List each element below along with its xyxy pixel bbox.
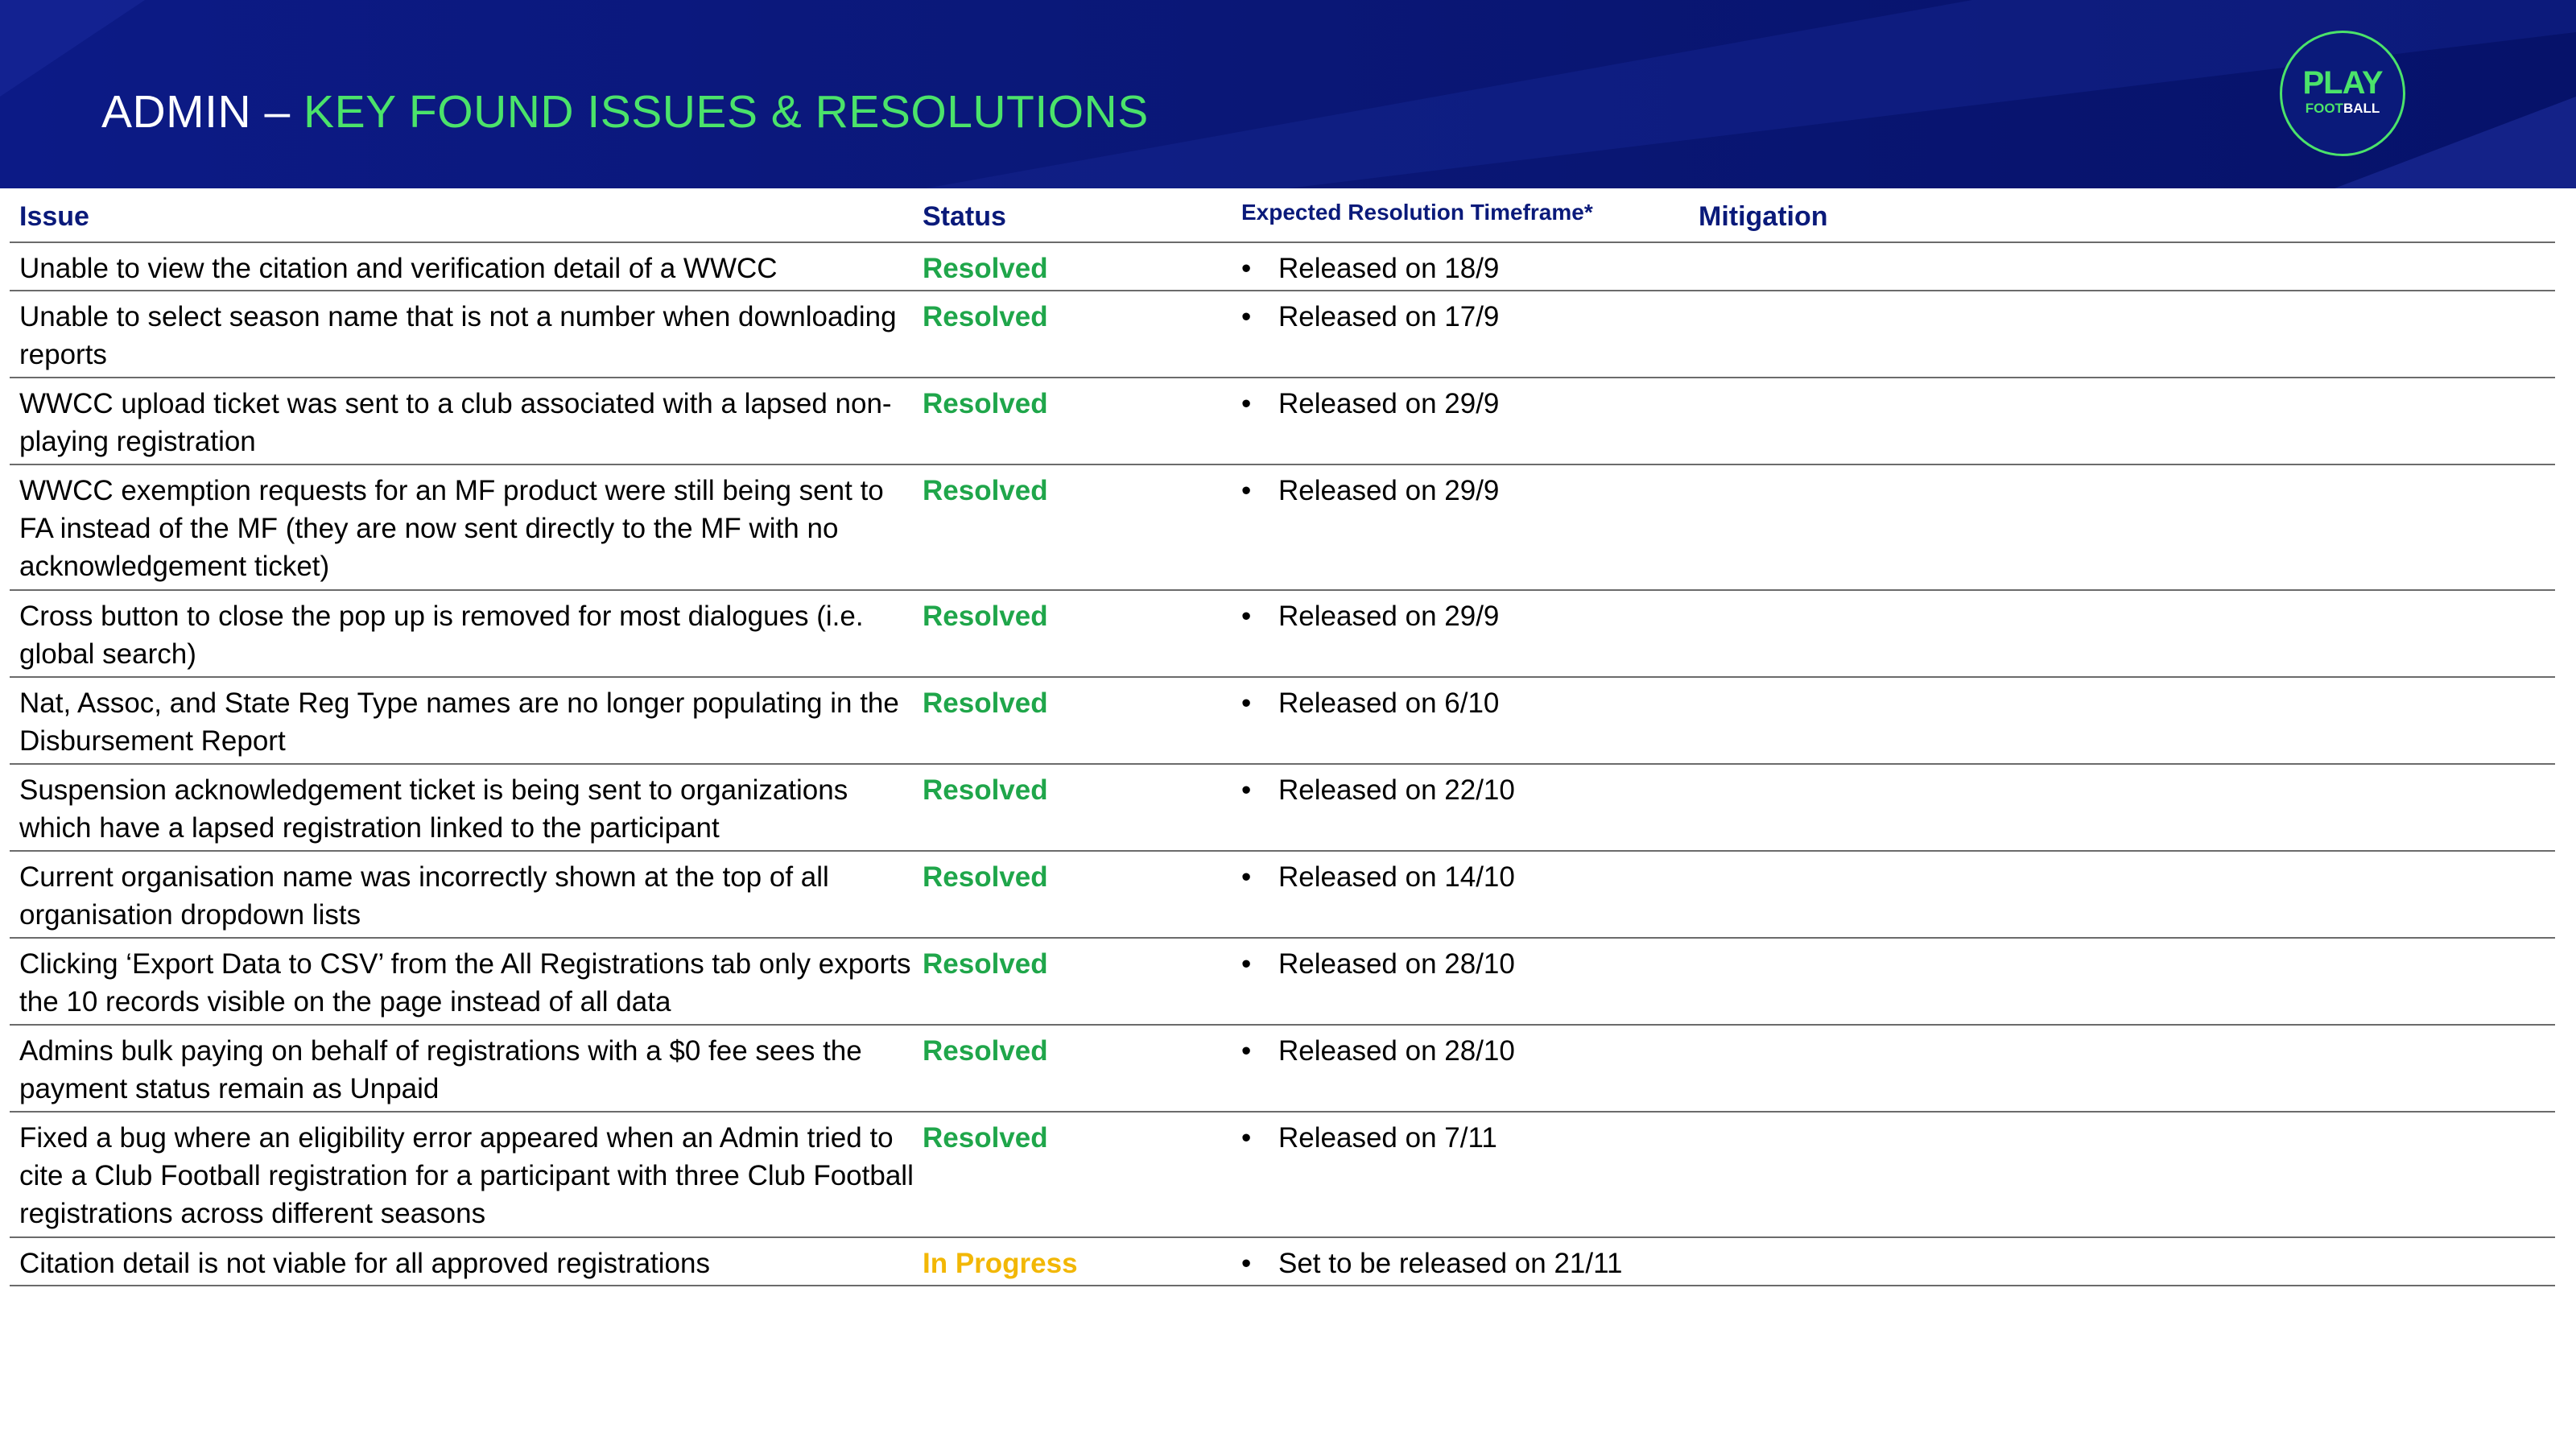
issue-cell: WWCC upload ticket was sent to a club associated with a lapsed non-playing registration <box>19 388 892 457</box>
bullet-icon: • <box>1241 1035 1252 1067</box>
table-row <box>10 765 2555 852</box>
timeframe-cell <box>1241 1032 1515 1070</box>
issue-cell: Clicking ‘Export Data to CSV’ from the All Registrations tab only exports the 10 records visible on the page instead of all data <box>19 948 911 1018</box>
status-cell: Resolved <box>923 388 1048 419</box>
column-header-mitigation: Mitigation <box>1699 201 1828 232</box>
timeframe-cell <box>1241 1245 1622 1282</box>
table-row <box>10 291 2555 378</box>
bullet-icon: • <box>1241 601 1252 632</box>
status-cell: Resolved <box>923 301 1048 332</box>
table-row <box>10 465 2555 591</box>
timeframe-cell <box>1241 298 1499 336</box>
status-cell: Resolved <box>923 774 1048 806</box>
title-accent: KEY FOUND ISSUES & RESOLUTIONS <box>303 86 1149 138</box>
status-cell: Resolved <box>923 1035 1048 1067</box>
bullet-icon: • <box>1241 687 1252 719</box>
timeframe-cell <box>1241 250 1499 287</box>
table-header <box>10 190 2555 243</box>
table-row <box>10 591 2555 678</box>
page-title <box>101 84 1149 140</box>
timeframe-cell <box>1241 385 1499 423</box>
timeframe-text: Released on 18/9 <box>1278 253 1500 284</box>
bullet-icon: • <box>1241 774 1252 806</box>
issue-cell: Citation detail is not viable for all approved registrations <box>19 1248 710 1279</box>
issue-cell: Cross button to close the pop up is removed for most dialogues (i.e. global search) <box>19 601 864 670</box>
table-row <box>10 243 2555 291</box>
timeframe-text: Released on 6/10 <box>1278 687 1500 719</box>
logo-line-2-part-a: FOOT <box>2305 101 2343 116</box>
timeframe-cell <box>1241 1119 1497 1157</box>
timeframe-text: Released on 29/9 <box>1278 475 1500 506</box>
bullet-icon: • <box>1241 301 1252 332</box>
issue-cell: Current organisation name was incorrectly shown at the top of all organisation dropdown lists <box>19 861 829 931</box>
bullet-icon: • <box>1241 388 1252 419</box>
bullet-icon: • <box>1241 253 1252 284</box>
logo-line-1: PLAY <box>2302 65 2383 101</box>
timeframe-text: Released on 22/10 <box>1278 774 1515 806</box>
column-header-timeframe: Expected Resolution Timeframe* <box>1241 200 1593 225</box>
title-prefix: ADMIN – <box>101 86 304 138</box>
status-cell: Resolved <box>923 1122 1048 1154</box>
status-cell: Resolved <box>923 475 1048 506</box>
logo-line-2 <box>2282 101 2403 117</box>
timeframe-text: Released on 7/11 <box>1278 1122 1497 1154</box>
issue-cell: Unable to view the citation and verification detail of a WWCC <box>19 253 778 284</box>
bullet-icon: • <box>1241 861 1252 893</box>
status-cell: Resolved <box>923 253 1048 284</box>
status-cell: Resolved <box>923 861 1048 893</box>
table-row <box>10 852 2555 939</box>
timeframe-cell <box>1241 684 1499 722</box>
table-row <box>10 1238 2555 1286</box>
timeframe-text: Released on 14/10 <box>1278 861 1515 893</box>
bullet-icon: • <box>1241 1122 1252 1154</box>
timeframe-text: Released on 29/9 <box>1278 388 1500 419</box>
timeframe-text: Released on 29/9 <box>1278 601 1500 632</box>
timeframe-text: Set to be released on 21/11 <box>1278 1248 1623 1279</box>
issue-cell: WWCC exemption requests for an MF product were still being sent to FA instead of the MF (they are now sent directly to the MF with no acknowledgement ticket) <box>19 475 884 582</box>
bullet-icon: • <box>1241 475 1252 506</box>
issue-cell: Fixed a bug where an eligibility error appeared when an Admin tried to cite a Club Football registration for a participant with three Club Football registrations across different seasons <box>19 1122 914 1229</box>
table-row <box>10 1113 2555 1238</box>
bullet-icon: • <box>1241 948 1252 980</box>
bullet-icon: • <box>1241 1248 1252 1279</box>
column-header-issue: Issue <box>19 201 89 232</box>
timeframe-text: Released on 28/10 <box>1278 1035 1515 1067</box>
issue-cell: Nat, Assoc, and State Reg Type names are no longer populating in the Disbursement Report <box>19 687 899 757</box>
table-body <box>10 243 2555 1286</box>
timeframe-cell <box>1241 472 1499 510</box>
timeframe-cell <box>1241 945 1515 983</box>
play-football-logo <box>2280 31 2405 156</box>
table-row <box>10 1026 2555 1113</box>
timeframe-cell <box>1241 858 1515 896</box>
column-header-status: Status <box>923 201 1006 232</box>
issue-cell: Unable to select season name that is not a number when downloading reports <box>19 301 897 370</box>
status-cell: Resolved <box>923 601 1048 632</box>
issue-cell: Suspension acknowledgement ticket is being sent to organizations which have a lapsed registration linked to the participant <box>19 774 848 844</box>
status-cell: Resolved <box>923 948 1048 980</box>
issue-cell: Admins bulk paying on behalf of registrations with a $0 fee sees the payment status remain as Unpaid <box>19 1035 862 1104</box>
logo-line-2-part-b: BALL <box>2343 101 2380 116</box>
status-cell: In Progress <box>923 1248 1078 1279</box>
timeframe-text: Released on 17/9 <box>1278 301 1500 332</box>
timeframe-cell <box>1241 597 1499 635</box>
timeframe-text: Released on 28/10 <box>1278 948 1515 980</box>
header-banner <box>0 0 2576 188</box>
table-row <box>10 678 2555 765</box>
issues-table <box>10 190 2555 1286</box>
table-row <box>10 378 2555 465</box>
table-row <box>10 939 2555 1026</box>
timeframe-cell <box>1241 771 1515 809</box>
status-cell: Resolved <box>923 687 1048 719</box>
